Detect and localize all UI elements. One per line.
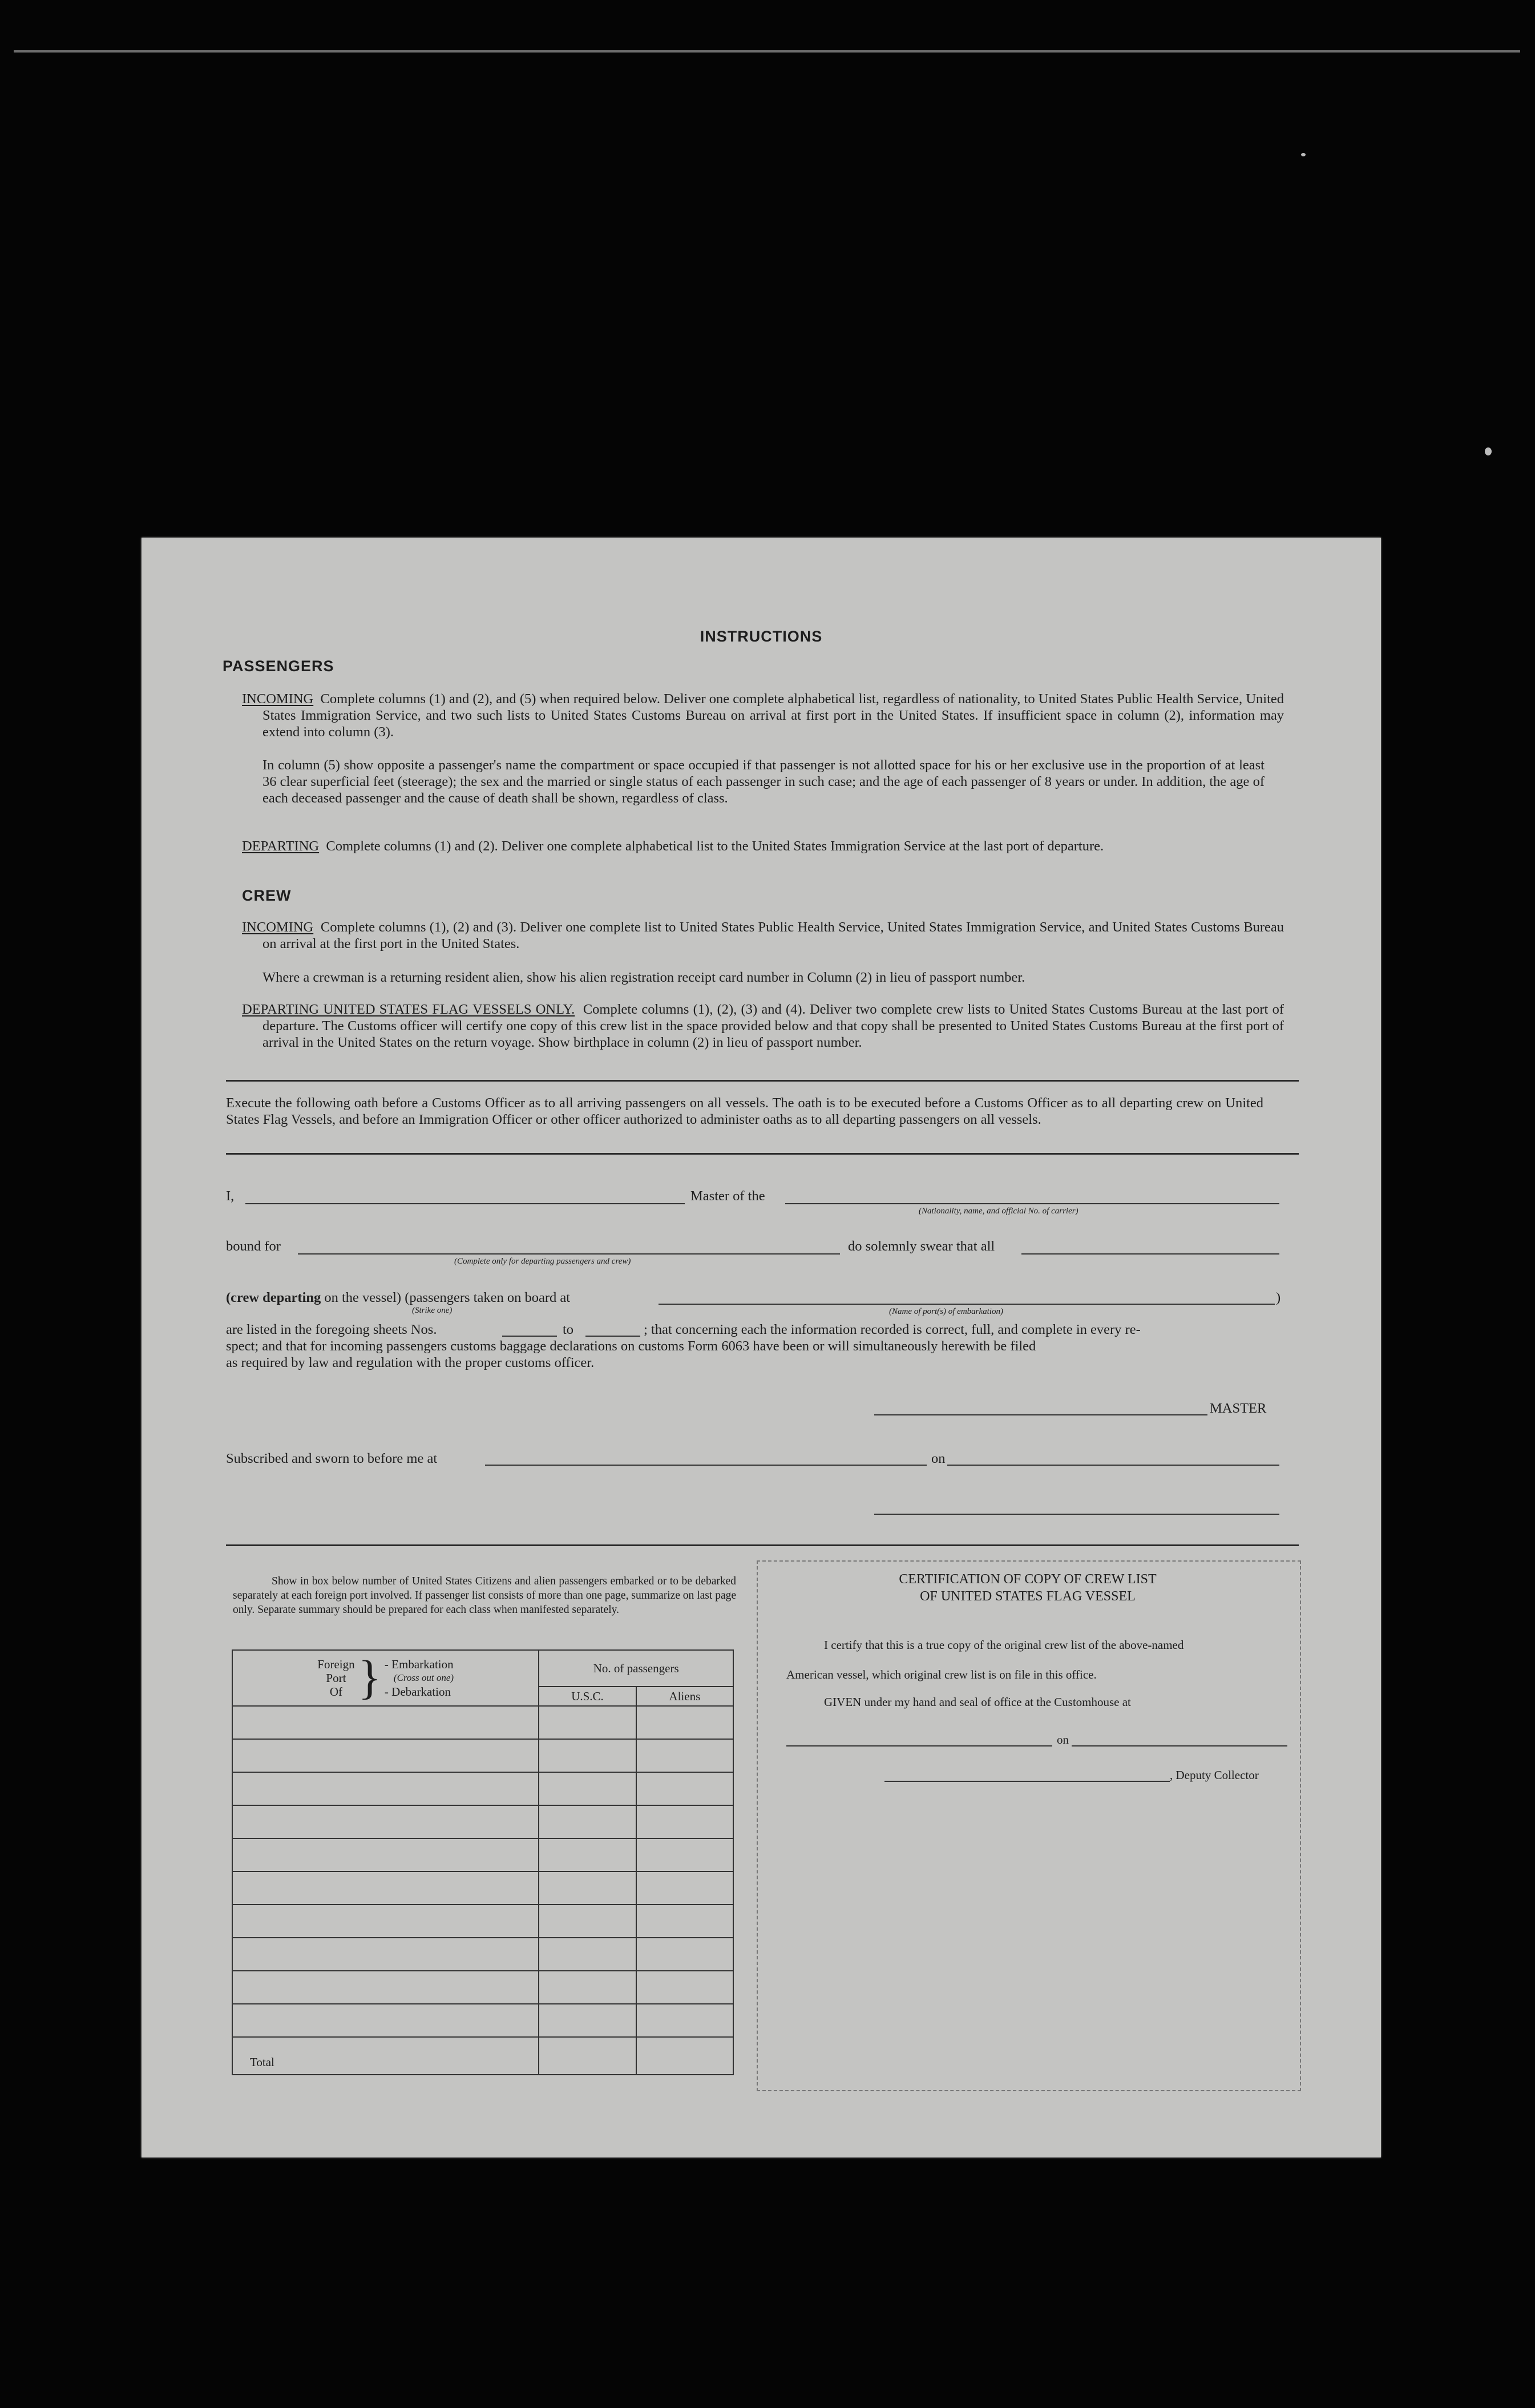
customhouse-field[interactable] bbox=[786, 1745, 1052, 1746]
usc-cell[interactable] bbox=[539, 2004, 636, 2037]
no-of-passengers-header: No. of passengers bbox=[539, 1650, 733, 1687]
crew-departing-oath bbox=[226, 1290, 570, 1306]
sworn-place-field[interactable] bbox=[485, 1465, 927, 1466]
resident-alien-paragraph: Where a crewman is a returning resident alien, show his alien registration receipt card number in Column (2) in lieu of passport number. bbox=[262, 970, 1025, 985]
usc-cell[interactable] bbox=[539, 1905, 636, 1938]
bound-for-label: bound for bbox=[226, 1239, 281, 1254]
port-cell[interactable] bbox=[232, 1706, 539, 1739]
aliens-cell[interactable] bbox=[636, 2004, 733, 2037]
deputy-collector-label: , Deputy Collector bbox=[1170, 1768, 1259, 1782]
summary-table-row bbox=[232, 1772, 733, 1805]
bound-for-field[interactable] bbox=[298, 1253, 840, 1255]
certification-title-line-1: CERTIFICATION OF COPY OF CREW LIST bbox=[899, 1572, 1157, 1587]
total-usc-cell[interactable] bbox=[539, 2037, 636, 2075]
scan-speck bbox=[1301, 153, 1306, 156]
port-cell[interactable] bbox=[232, 1838, 539, 1871]
aliens-header: Aliens bbox=[636, 1687, 733, 1706]
solemnly-swear-text: do solemnly swear that all bbox=[848, 1239, 995, 1254]
summary-instructions: Show in box below number of United States Citizens and alien passengers embarked or to be debarked separately at each foreign port involved. If passenger list consists of more than one page, summarize on last page only. Separate summary should be prepared for each class when manifested separately. bbox=[233, 1575, 736, 1616]
aliens-cell[interactable] bbox=[636, 1871, 733, 1905]
crew-departing-text: Complete columns (1), (2), (3) and (4). Deliver two complete crew lists to United States Customs Bureau at the last port of departure. The Customs officer will certify one copy of this crew list in the space provided below and that copy shall be presented to United States Customs Bureau at the first port of arrival in the United States on the return voyage. Show birthplace in column (2) in lieu of passport number. bbox=[262, 1002, 1284, 1050]
summary-table-row bbox=[232, 2004, 733, 2037]
aliens-cell[interactable] bbox=[636, 1938, 733, 1971]
summary-table-row bbox=[232, 1805, 733, 1838]
summary-table-row bbox=[232, 1838, 733, 1871]
subscribed-label: Subscribed and sworn to before me at bbox=[226, 1451, 438, 1466]
sworn-on-label: on bbox=[931, 1451, 946, 1466]
listed-line-1 bbox=[226, 1322, 437, 1338]
summary-table-row bbox=[232, 1971, 733, 2004]
summary-table-row bbox=[232, 1905, 733, 1938]
passenger-summary-table bbox=[232, 1649, 734, 2075]
port-cell[interactable] bbox=[232, 1805, 539, 1838]
usc-cell[interactable] bbox=[539, 1938, 636, 1971]
aliens-cell[interactable] bbox=[636, 1905, 733, 1938]
listed-line-1a: are listed in the foregoing sheets Nos. bbox=[226, 1322, 437, 1337]
listed-to-label: to bbox=[563, 1322, 574, 1337]
sheet-from-field[interactable] bbox=[502, 1336, 557, 1337]
passengers-incoming-label: INCOMING bbox=[242, 691, 314, 707]
aliens-cell[interactable] bbox=[636, 1838, 733, 1871]
embarkation-port-field[interactable] bbox=[659, 1304, 1275, 1305]
port-cell[interactable] bbox=[232, 1739, 539, 1772]
usc-cell[interactable] bbox=[539, 1706, 636, 1739]
foreign-port-header bbox=[232, 1650, 539, 1706]
usc-cell[interactable] bbox=[539, 1739, 636, 1772]
usc-cell[interactable] bbox=[539, 1871, 636, 1905]
aliens-cell[interactable] bbox=[636, 1739, 733, 1772]
brace-glyph: } bbox=[358, 1651, 381, 1704]
scanner-edge-line bbox=[14, 50, 1520, 53]
crew-departing-bold: (crew departing bbox=[226, 1290, 321, 1305]
aliens-cell[interactable] bbox=[636, 1706, 733, 1739]
on-the-vessel-text: on the vessel) bbox=[324, 1290, 402, 1305]
usc-cell[interactable] bbox=[539, 1971, 636, 2004]
foreign-port-of-label bbox=[317, 1657, 354, 1699]
cert-on-label: on bbox=[1057, 1733, 1069, 1746]
crew-incoming-paragraph bbox=[242, 919, 1284, 952]
aliens-cell[interactable] bbox=[636, 1772, 733, 1805]
scan-speck bbox=[1485, 447, 1492, 455]
swear-continuation-field[interactable] bbox=[1021, 1253, 1279, 1255]
certification-title bbox=[757, 1571, 1299, 1605]
port-cell[interactable] bbox=[232, 2004, 539, 2037]
passengers-heading: PASSENGERS bbox=[223, 658, 334, 675]
close-paren: ) bbox=[1276, 1290, 1281, 1305]
aliens-cell[interactable] bbox=[636, 1805, 733, 1838]
summary-table-row bbox=[232, 1938, 733, 1971]
embarkation-option[interactable]: - Embarkation bbox=[384, 1657, 454, 1671]
master-name-field[interactable] bbox=[245, 1203, 685, 1204]
instructions-title: INSTRUCTIONS bbox=[700, 628, 823, 645]
certify-line-2: American vessel, which original crew list is on file in this office. bbox=[786, 1668, 1097, 1681]
summary-table-row bbox=[232, 1871, 733, 1905]
passengers-taken-text: (passengers taken on board at bbox=[405, 1290, 571, 1305]
master-label: MASTER bbox=[1210, 1401, 1267, 1416]
aliens-cell[interactable] bbox=[636, 1971, 733, 2004]
master-of-label: Master of the bbox=[690, 1188, 765, 1204]
passengers-incoming-text: Complete columns (1) and (2), and (5) when required below. Deliver one complete alphabetical list, regardless of nationality, to United States Public Health Service, United States Immigration Service, and two such lists to United States Customs Bureau on arrival at first port in the United States. If insufficient space in column (2), information may extend into column (3). bbox=[262, 691, 1284, 740]
cert-date-field[interactable] bbox=[1072, 1745, 1287, 1746]
cross-out-note: (Cross out one) bbox=[393, 1672, 454, 1683]
port-cell[interactable] bbox=[232, 1938, 539, 1971]
total-aliens-cell[interactable] bbox=[636, 2037, 733, 2075]
embark-debark-options bbox=[385, 1657, 454, 1699]
usc-header: U.S.C. bbox=[539, 1687, 636, 1706]
crew-heading: CREW bbox=[242, 887, 292, 904]
listed-line-1b: ; that concerning each the information recorded is correct, full, and complete in every re- bbox=[644, 1322, 1141, 1337]
oath-i-label: I, bbox=[226, 1188, 235, 1204]
passengers-departing-label: DEPARTING bbox=[242, 838, 320, 854]
crew-incoming-label: INCOMING bbox=[242, 919, 314, 935]
summary-table-row bbox=[232, 1706, 733, 1739]
port-cell[interactable] bbox=[232, 1871, 539, 1905]
oath-intro-paragraph: Execute the following oath before a Customs Officer as to all arriving passengers on all vessels. The oath is to be executed before a Customs Officer as to all departing crew on United States Flag Vessels, and before an Immigration Officer or other officer authorized to administer oaths as to all departing passengers on all vessels. bbox=[226, 1095, 1263, 1127]
carrier-field[interactable] bbox=[785, 1203, 1279, 1204]
crew-departing-label: DEPARTING UNITED STATES FLAG VESSELS ONLY. bbox=[242, 1002, 575, 1017]
of-label: Of bbox=[329, 1685, 343, 1699]
divider-rule bbox=[226, 1544, 1299, 1546]
crew-departing-paragraph bbox=[242, 1001, 1284, 1051]
bound-for-caption: (Complete only for departing passengers and crew) bbox=[454, 1257, 631, 1266]
port-cell[interactable] bbox=[232, 1772, 539, 1805]
debarkation-option[interactable]: - Debarkation bbox=[384, 1685, 451, 1699]
summary-table-row bbox=[232, 1739, 733, 1772]
strike-one-caption: (Strike one) bbox=[412, 1306, 453, 1315]
officer-signature-field[interactable] bbox=[874, 1514, 1279, 1515]
document-page bbox=[142, 538, 1381, 2157]
passengers-incoming-paragraph bbox=[242, 691, 1284, 740]
embarkation-caption: (Name of port(s) of embarkation) bbox=[889, 1307, 1003, 1316]
divider-rule bbox=[226, 1153, 1299, 1155]
usc-cell[interactable] bbox=[539, 1772, 636, 1805]
port-cell[interactable] bbox=[232, 1971, 539, 2004]
column5-paragraph: In column (5) show opposite a passenger's name the compartment or space occupied if that passenger is not allotted space for his or her exclusive use in the proportion of at least 36 clear superficial feet (steerage); the sex and the married or single status of each passenger in such case; and the age of each passenger of 8 years or under. In addition, the age of each deceased passenger and the cause of death shall be shown, regardless of class. bbox=[262, 757, 1265, 806]
sworn-date-field[interactable] bbox=[947, 1465, 1279, 1466]
divider-rule bbox=[226, 1080, 1299, 1082]
total-label: Total bbox=[232, 2037, 539, 2075]
deputy-signature-field[interactable] bbox=[884, 1781, 1170, 1782]
crew-incoming-text: Complete columns (1), (2) and (3). Deliver one complete list to United States Public Health Service, United States Immigration Service, and United States Customs Bureau on arrival at the first port in the United States. bbox=[262, 919, 1284, 951]
certify-line-1: I certify that this is a true copy of the original crew list of the above-named bbox=[824, 1638, 1184, 1652]
carrier-caption: (Nationality, name, and official No. of carrier) bbox=[919, 1207, 1078, 1216]
given-line: GIVEN under my hand and seal of office at the Customhouse at bbox=[824, 1695, 1131, 1709]
port-cell[interactable] bbox=[232, 1905, 539, 1938]
usc-cell[interactable] bbox=[539, 1805, 636, 1838]
sheet-to-field[interactable] bbox=[585, 1336, 640, 1337]
usc-cell[interactable] bbox=[539, 1838, 636, 1871]
master-signature-field[interactable] bbox=[874, 1414, 1207, 1415]
foreign-label: Foreign bbox=[317, 1657, 355, 1671]
passengers-departing-text: Complete columns (1) and (2). Deliver one complete alphabetical list to the United States Immigration Service at the last port of departure. bbox=[326, 838, 1104, 854]
listed-line-3: as required by law and regulation with the proper customs officer. bbox=[226, 1355, 595, 1370]
passengers-departing-paragraph bbox=[242, 838, 1284, 854]
listed-line-2: spect; and that for incoming passengers customs baggage declarations on customs Form 6063 have been or will simultaneously herewith be filed bbox=[226, 1338, 1036, 1354]
port-label: Port bbox=[326, 1671, 346, 1685]
certification-title-line-2: OF UNITED STATES FLAG VESSEL bbox=[920, 1589, 1136, 1604]
